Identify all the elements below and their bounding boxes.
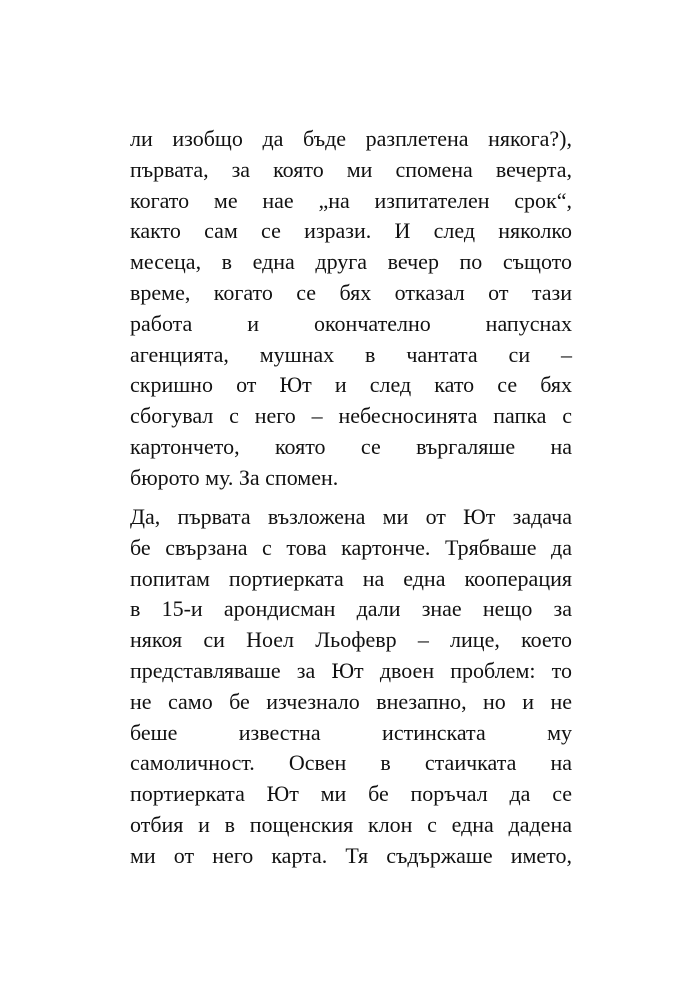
text-line: време, когато се бях отказал от тази — [130, 279, 572, 305]
text-line: ми от него карта. Тя съдържаше името, — [130, 842, 572, 868]
text-line: картончето, която се въргаляше на — [130, 433, 572, 459]
text-line: отбия и в пощенския клон с една дадена — [130, 811, 572, 837]
text-line: представляваше за Ют двоен проблем: то — [130, 657, 572, 683]
text-line: скришно от Ют и след като се бях — [130, 372, 572, 398]
text-line: в 15-и арондисман дали знае нещо за — [130, 596, 572, 622]
text-line: бе свързана с това картонче. Трябваше да — [130, 534, 572, 560]
text-line: Да, първата възложена ми от Ют задача — [130, 504, 572, 529]
text-line: месеца, в една друга вечер по същото — [130, 249, 572, 275]
text-line: сбогувал с него – небесносинята папка с — [130, 403, 572, 429]
text-line: бюрото му. За спомен. — [130, 464, 339, 490]
paragraph-2 — [130, 502, 572, 872]
text-line: портиерката Ют ми бе поръчал да се — [130, 781, 572, 807]
text-line: агенцията, мушнах в чантата си – — [130, 341, 572, 367]
text-line: ли изобщо да бъде разплетена някога?), — [130, 126, 572, 151]
text-line: някоя си Ноел Льофевр – лице, което — [130, 627, 572, 653]
text-line: работа и окончателно напуснах — [130, 310, 572, 336]
paragraph-1 — [130, 124, 572, 494]
text-line: не само бе изчезнало внезапно, но и не — [130, 688, 572, 714]
text-line: когато ме нае „на изпитателен срок“, — [130, 187, 572, 213]
text-line: беше известна истинската му — [130, 719, 572, 745]
text-line: попитам портиерката на една кооперация — [130, 565, 572, 591]
text-line: първата, за която ми спомена вечерта, — [130, 156, 572, 182]
text-line: самоличност. Освен в стаичката на — [130, 750, 572, 776]
text-line: както сам се изрази. И след няколко — [130, 218, 572, 244]
